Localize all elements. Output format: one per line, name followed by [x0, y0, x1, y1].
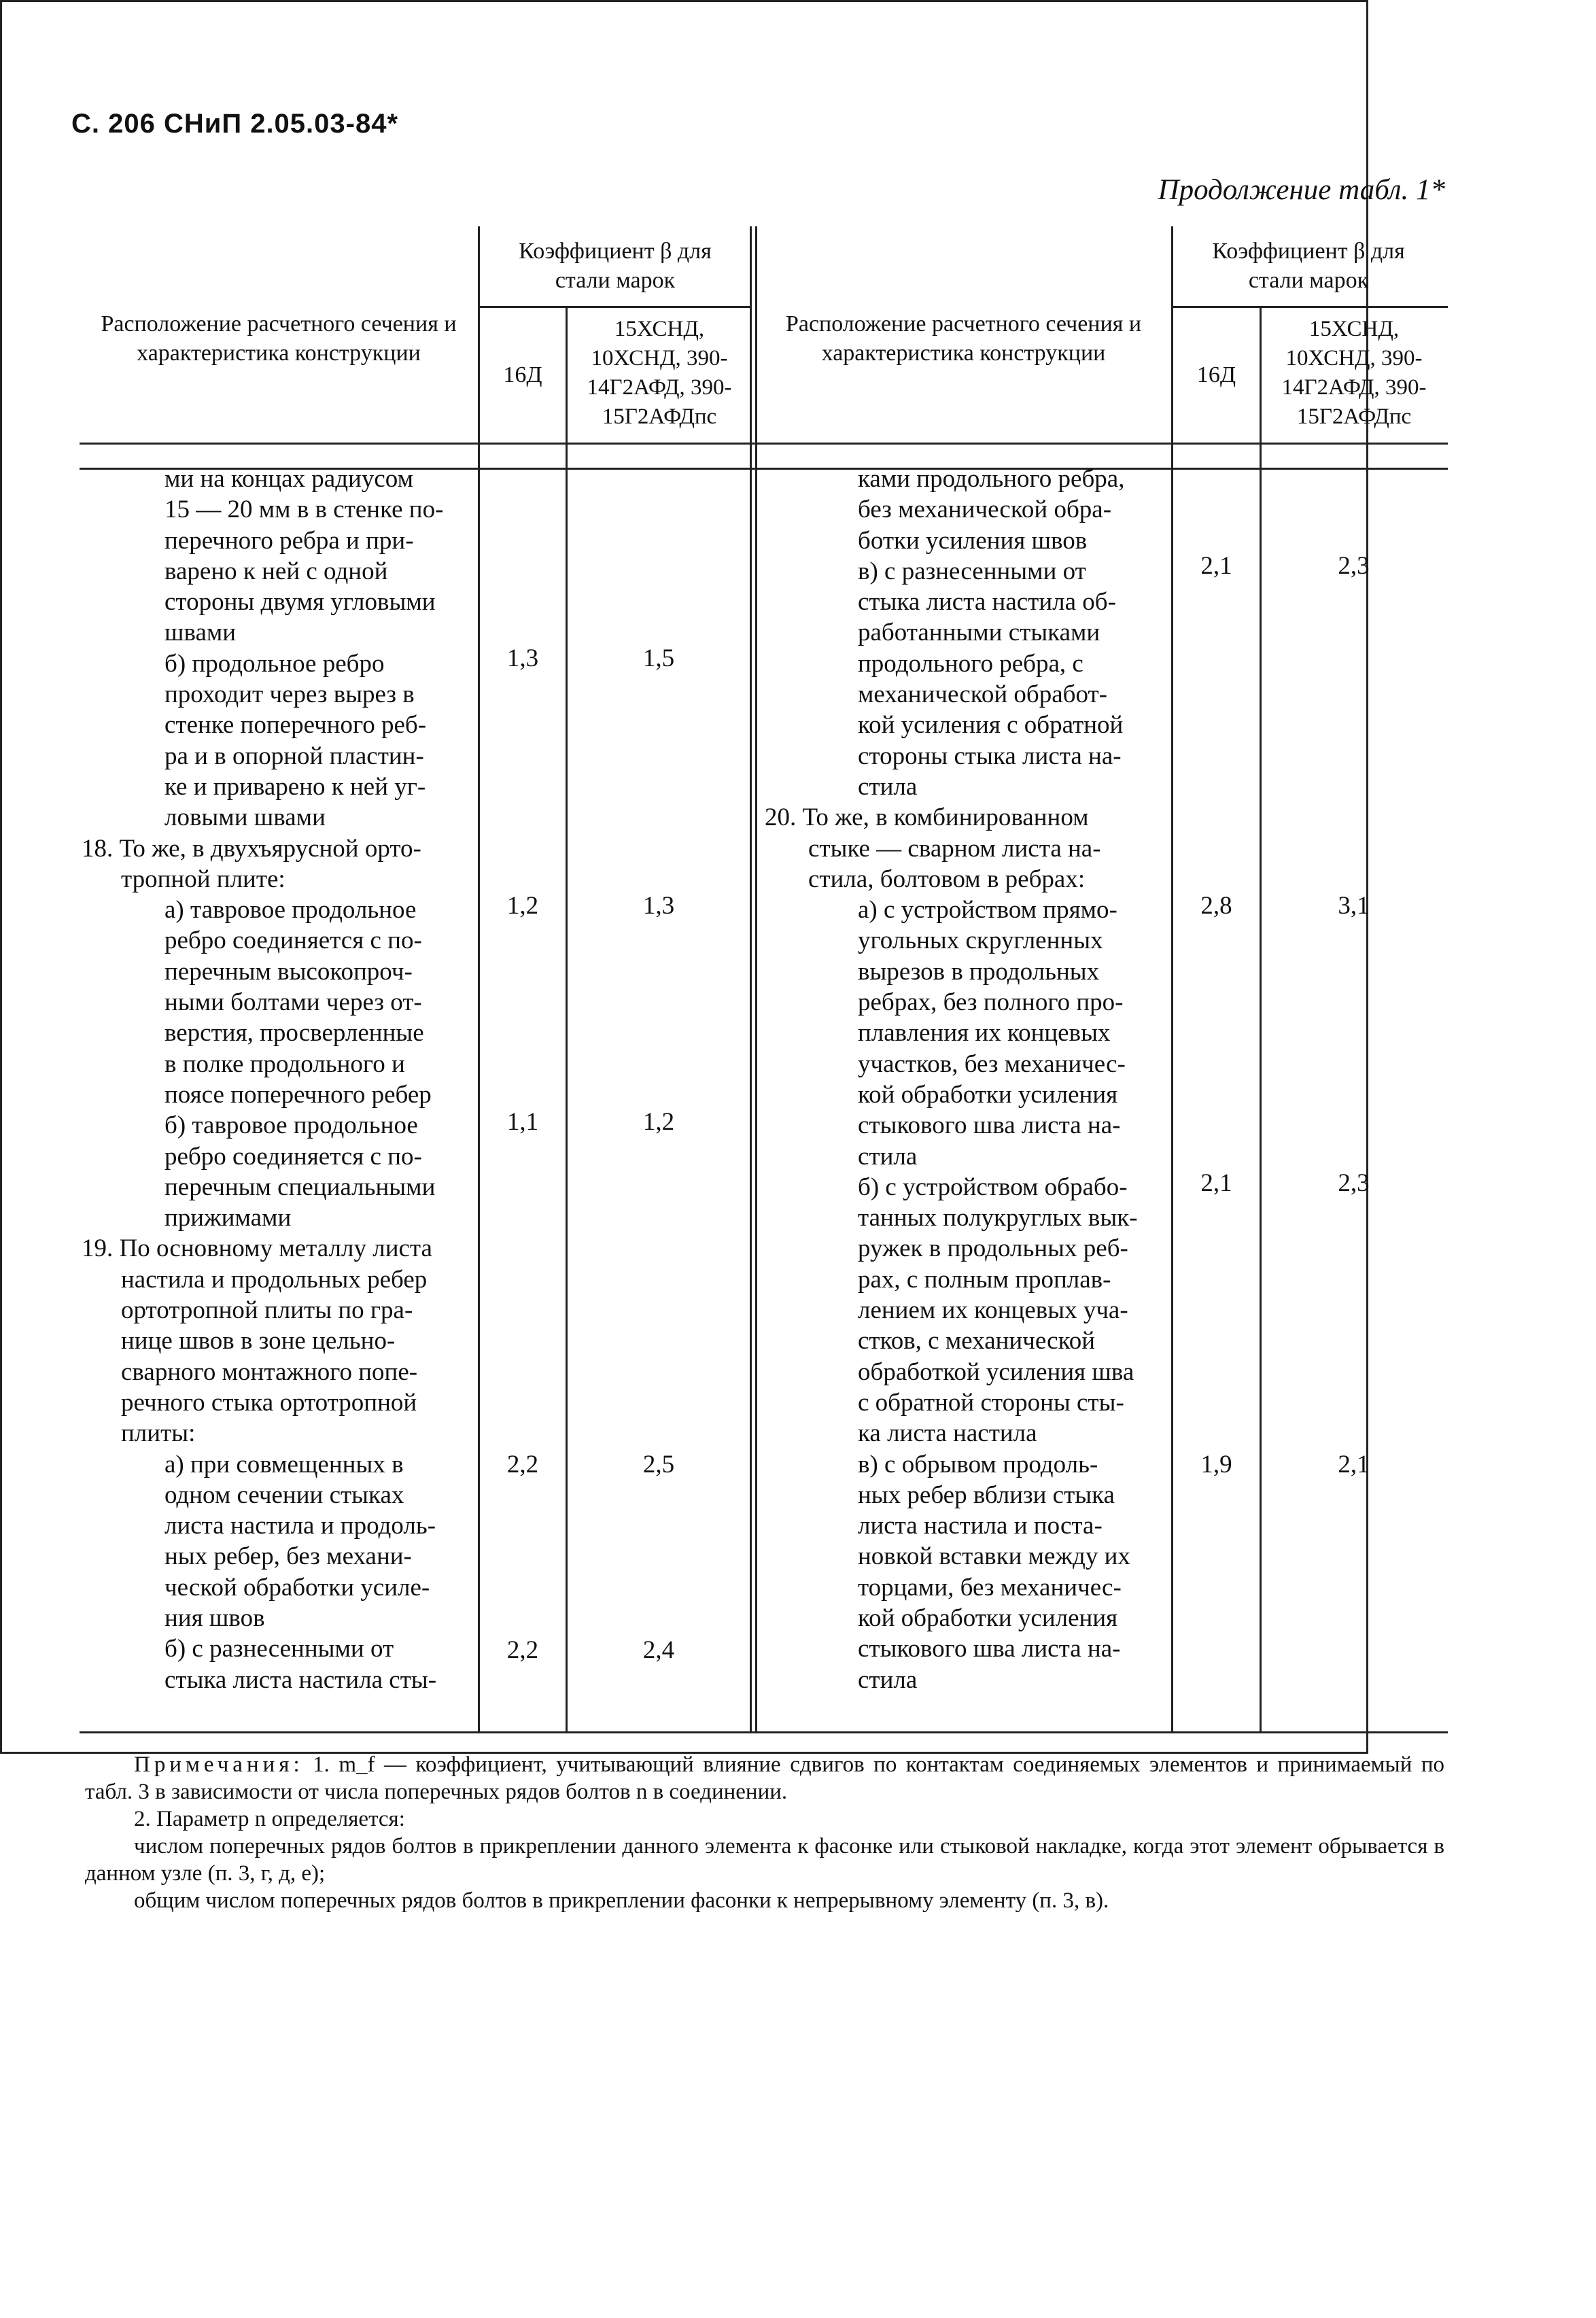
text-line: стыка листа настила сты- [164, 1665, 437, 1694]
column-divider [750, 226, 752, 1731]
text-line: стила [858, 1142, 918, 1171]
text-line: перечным высокопроч- [164, 957, 413, 986]
text-line: стороны двумя угловыми [164, 588, 436, 617]
value-16d: 1,9 [1200, 1451, 1232, 1478]
value-16d: 2,1 [1200, 1169, 1232, 1197]
note-2: 2. Параметр n определяется: [134, 1807, 405, 1831]
text-line: речного стыка ортотропной [121, 1388, 417, 1417]
text-line: а) тавровое продольное [164, 896, 417, 924]
text-line: перечным специальными [164, 1173, 436, 1201]
value-steels: 2,3 [1338, 552, 1370, 580]
text-line: ребро соединяется с по- [164, 1142, 422, 1171]
text-line: ка листа настила [858, 1419, 1037, 1448]
value-16d: 2,2 [506, 1636, 539, 1664]
text-line: кой обработки усиления [858, 1080, 1118, 1109]
text-line: стила [858, 772, 918, 801]
header-location-right: Расположение расчетного сечения и характеристика конструкции [785, 311, 1142, 366]
text-line: обработкой усиления шва [858, 1357, 1134, 1386]
value-16d: 2,1 [1200, 552, 1232, 580]
text-line: ботки усиления швов [858, 526, 1088, 555]
header-steels-right: 15ХСНД, 10ХСНД, 390-14Г2АФД, 390-15Г2АФДпс [1281, 317, 1427, 429]
text-line: прижимами [164, 1204, 292, 1232]
value-16d: 2,8 [1200, 892, 1232, 920]
text-line: б) тавровое продольное [164, 1111, 418, 1140]
text-line: б) продольное ребро [164, 649, 385, 678]
text-line: в) с разнесенными от [858, 557, 1086, 585]
text-line: кой усиления с обратной [858, 711, 1124, 740]
table-continuation-label: Продолжение табл. 1* [1158, 174, 1445, 206]
text-line: стенке поперечного реб- [164, 711, 427, 740]
text-line: а) при совмещенных в [164, 1450, 404, 1478]
text-line: стыкового шва листа на- [858, 1635, 1121, 1663]
text-line: 15 — 20 мм в в стенке по- [164, 496, 444, 524]
text-line: проходит через вырез в [164, 680, 415, 709]
text-line: швами [164, 619, 237, 647]
header-coef-group-right: Коэффициент β для стали марок [1212, 239, 1405, 293]
header-rule [80, 443, 1448, 445]
text-line: вырезов в продольных [858, 957, 1100, 986]
text-line: плавления их концевых [858, 1019, 1111, 1048]
text-line: стыка листа настила об- [858, 588, 1116, 617]
text-line: новкой вставки между их [858, 1542, 1130, 1571]
text-line: танных полукруглых вык- [858, 1204, 1138, 1232]
text-line: работанными стыками [858, 619, 1100, 647]
note-1-text: 1. m_f — коэффициент, учитывающий влияние сдвигов по контактам соединяемых элементов и принимаемый по табл. 3 в зависимости от числа поперечных рядов болтов n в соединении. [85, 1752, 1445, 1804]
text-line: без механической обра- [858, 496, 1112, 524]
header-coef-group-left: Коэффициент β для стали марок [519, 239, 712, 293]
value-steels: 1,2 [642, 1108, 675, 1136]
text-line: перечного ребра и при- [164, 526, 414, 555]
text-line: настила и продольных ребер [121, 1265, 428, 1294]
text-line: ния швов [164, 1604, 265, 1632]
table-notes [85, 1751, 1444, 1914]
text-line: стила, болтовом в ребрах: [808, 865, 1086, 893]
text-line: ных ребер, без механи- [164, 1542, 412, 1571]
text-line: ческой обработки усиле- [164, 1573, 430, 1602]
value-16d: 1,2 [506, 892, 539, 920]
page-header: С. 206 СНиП 2.05.03-84* [71, 109, 399, 139]
text-line: лением их концевых уча- [858, 1296, 1128, 1325]
table-bottom-rule [80, 1731, 1448, 1733]
text-line: торцами, без механичес- [858, 1573, 1122, 1602]
text-line: ружек в продольных реб- [858, 1234, 1128, 1263]
text-line: варено к ней с одной [164, 557, 388, 585]
text-line: продольного ребра, с [858, 649, 1083, 678]
header-16d-right: 16Д [1196, 362, 1236, 387]
value-steels: 3,1 [1338, 892, 1370, 920]
text-line: ми на концах радиусом [164, 465, 413, 493]
text-line: ных ребер вблизи стыка [858, 1481, 1115, 1509]
text-line: верстия, просверленные [164, 1019, 424, 1048]
note-2b: общим числом поперечных рядов болтов в прикреплении фасонки к непрерывному элементу (п. 3, в). [134, 1888, 1109, 1913]
column-divider [1260, 306, 1262, 1731]
text-line: ками продольного ребра, [858, 465, 1125, 493]
text-line: 19. По основному металлу листа [82, 1234, 432, 1263]
right-description-column [765, 464, 1167, 1695]
text-line: с обратной стороны сты- [858, 1388, 1124, 1417]
column-divider [1171, 226, 1173, 1731]
text-line: сварного монтажного попе- [121, 1357, 418, 1386]
value-16d: 2,2 [506, 1451, 539, 1478]
text-line: угольных скругленных [858, 927, 1103, 955]
text-line: ра и в опорной пластин- [164, 742, 424, 770]
text-line: в полке продольного и [164, 1050, 405, 1078]
column-divider [566, 306, 568, 1731]
text-line: нице швов в зоне цельно- [121, 1327, 396, 1355]
text-line: стыке — сварном листа на- [808, 834, 1101, 863]
text-line: рах, с полным проплав- [858, 1265, 1111, 1294]
text-line: б) с устройством обрабо- [858, 1173, 1128, 1201]
text-line: 20. То же, в комбинированном [765, 803, 1089, 832]
text-line: ортотропной плиты по гра- [121, 1296, 413, 1325]
value-steels: 2,3 [1338, 1169, 1370, 1197]
note-1 [85, 1751, 1444, 1805]
value-steels: 2,4 [642, 1636, 675, 1664]
text-line: стыкового шва листа на- [858, 1111, 1121, 1140]
text-line: механической обработ- [858, 680, 1107, 709]
text-line: ными болтами через от- [164, 988, 422, 1017]
value-16d: 1,1 [506, 1108, 539, 1136]
text-line: листа настила и поста- [858, 1512, 1103, 1540]
text-line: в) с обрывом продоль- [858, 1450, 1098, 1478]
text-line: б) с разнесенными от [164, 1635, 394, 1663]
text-line: ребрах, без полного про- [858, 988, 1124, 1017]
text-line: ребро соединяется с по- [164, 927, 422, 955]
value-16d: 1,3 [506, 644, 539, 672]
text-line: участков, без механичес- [858, 1050, 1126, 1078]
header-16d-left: 16Д [503, 362, 542, 387]
text-line: ловыми швами [164, 803, 326, 832]
text-line: плиты: [121, 1419, 196, 1448]
text-line: 18. То же, в двухъярусной орто- [82, 834, 421, 863]
note-2a: числом поперечных рядов болтов в прикреплении данного элемента к фасонке или стыковой накладке, когда этот элемент обрывается в данном узле (п. 3, г, д, е); [85, 1834, 1444, 1886]
value-steels: 1,5 [642, 644, 675, 672]
text-line: поясе поперечного ребер [164, 1080, 432, 1109]
text-line: одном сечении стыках [164, 1481, 404, 1509]
text-line: тропной плите: [121, 865, 285, 893]
header-subrule [1171, 306, 1448, 308]
header-subrule [478, 306, 752, 308]
text-line: листа настила и продоль- [164, 1512, 436, 1540]
text-line: кой обработки усиления [858, 1604, 1118, 1632]
column-divider [755, 226, 757, 1731]
left-description-column [82, 464, 474, 1695]
header-steels-left: 15ХСНД, 10ХСНД, 390-14Г2АФД, 390-15Г2АФДпс [587, 317, 732, 429]
notes-title: Примечания: [134, 1752, 304, 1777]
value-steels: 1,3 [642, 892, 675, 920]
header-location-left: Расположение расчетного сечения и характеристика конструкции [101, 311, 457, 366]
text-line: а) с устройством прямо- [858, 896, 1117, 924]
text-line: стороны стыка листа на- [858, 742, 1122, 770]
text-line: ке и приварено к ней уг- [164, 772, 426, 801]
column-divider [478, 226, 480, 1731]
text-line: стков, с механической [858, 1327, 1095, 1355]
value-steels: 2,1 [1338, 1451, 1370, 1478]
value-steels: 2,5 [642, 1451, 675, 1478]
text-line: стила [858, 1665, 918, 1694]
